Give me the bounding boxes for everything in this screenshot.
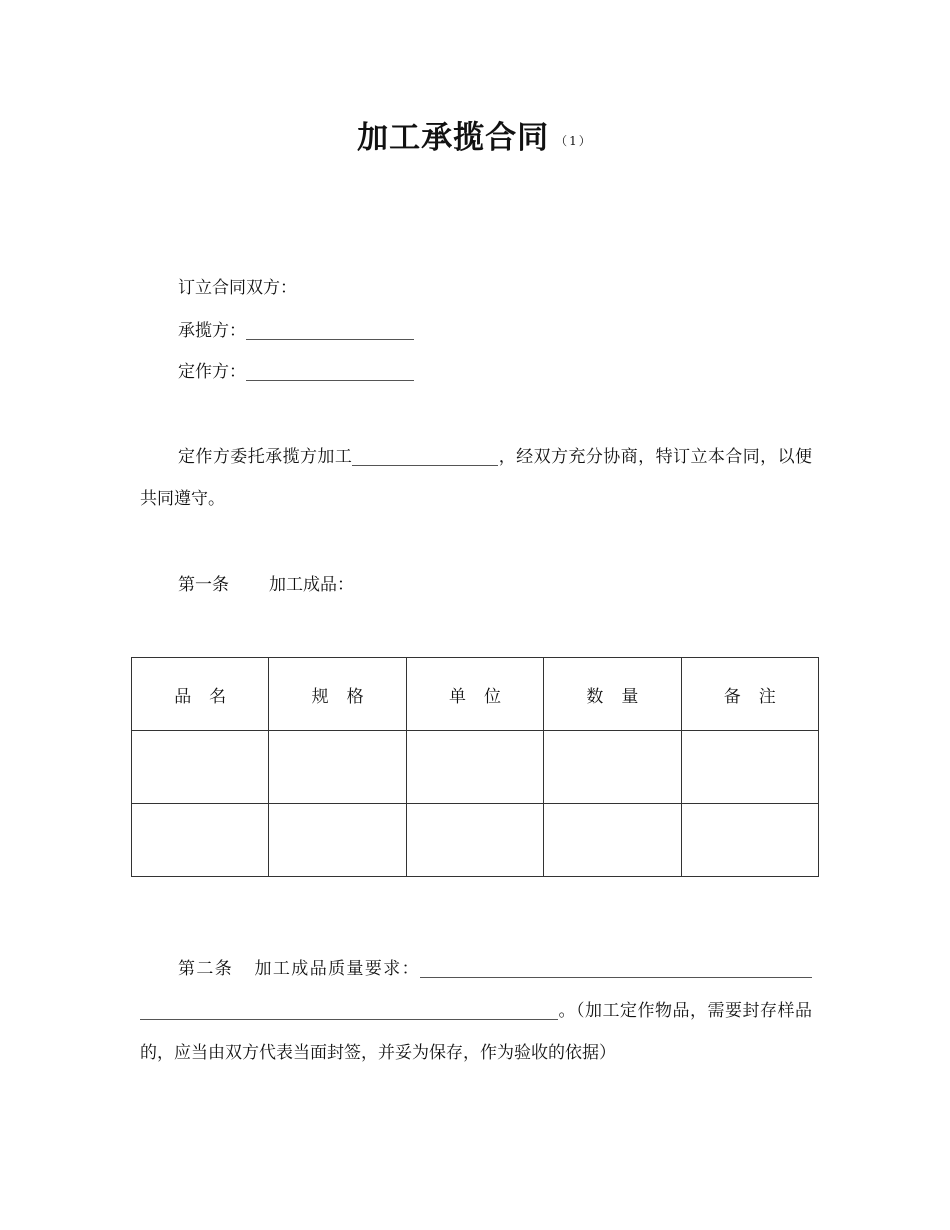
contractor-line — [178, 320, 414, 342]
intro-blank[interactable] — [352, 449, 498, 466]
table-cell[interactable] — [132, 731, 269, 804]
article-1-number: 第一条 — [178, 575, 229, 595]
table-cell[interactable] — [406, 804, 543, 877]
parties-heading: 订立合同双方： — [178, 278, 297, 298]
header-cell — [132, 658, 269, 731]
header-cell — [544, 658, 681, 731]
contractor-label: 承揽方： — [178, 321, 246, 341]
table-header-row — [132, 658, 819, 731]
article-1-title: 加工成品： — [269, 575, 354, 595]
table-cell[interactable] — [132, 804, 269, 877]
header-unit: 单位 — [448, 686, 519, 707]
table-cell[interactable] — [681, 731, 818, 804]
client-label: 定作方： — [178, 362, 246, 382]
title-number: （1） — [555, 134, 593, 148]
table-cell[interactable] — [544, 804, 681, 877]
article-2-number: 第二条 — [178, 959, 234, 979]
table-row — [132, 804, 819, 877]
intro-paragraph — [140, 436, 812, 520]
article-2-title: 加工成品质量要求： — [253, 959, 421, 979]
quality-blank-2[interactable] — [140, 1003, 558, 1020]
intro-prefix: 定作方委托承揽方加工 — [178, 447, 353, 467]
table-cell[interactable] — [544, 731, 681, 804]
table-cell[interactable] — [269, 804, 406, 877]
quality-blank-1[interactable] — [420, 961, 812, 978]
table-cell[interactable] — [406, 731, 543, 804]
title-text: 加工承揽合同 — [357, 120, 550, 156]
intro-suffix: ，经双方充分协商，特订立本合同，以便共同遵守。 — [140, 447, 813, 509]
client-line — [178, 361, 414, 383]
client-blank[interactable] — [246, 364, 414, 381]
header-specification: 规格 — [311, 686, 382, 707]
article-2-paragraph — [140, 948, 812, 1074]
table-row — [132, 731, 819, 804]
table-cell[interactable] — [269, 731, 406, 804]
header-remarks: 备注 — [723, 686, 794, 707]
header-product-name: 品名 — [174, 686, 245, 707]
article-2-tail: 。（加工定作物品，需要封存样品的，应当由双方代表当面封签，并妥为保存，作为验收的依据） — [140, 1001, 812, 1063]
table-cell[interactable] — [681, 804, 818, 877]
document-title — [0, 112, 950, 157]
header-cell — [681, 658, 818, 731]
contractor-blank[interactable] — [246, 323, 414, 340]
header-cell — [406, 658, 543, 731]
header-quantity: 数量 — [586, 686, 657, 707]
article-1-heading — [178, 574, 354, 596]
header-cell — [269, 658, 406, 731]
products-table — [131, 657, 819, 877]
